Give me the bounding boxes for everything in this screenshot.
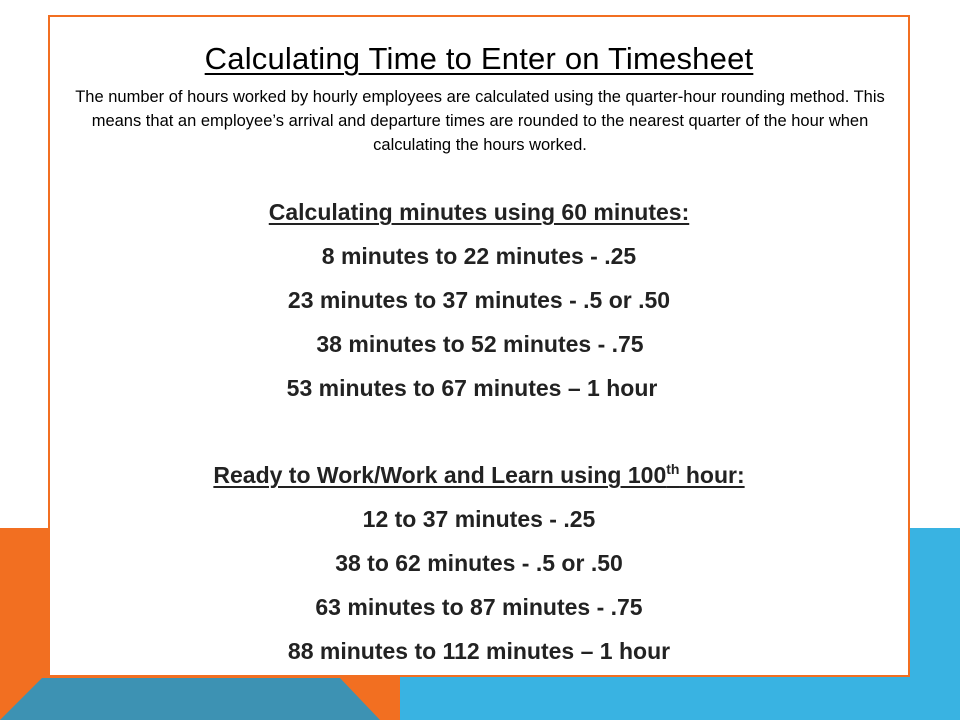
intro-paragraph: The number of hours worked by hourly employees are calculated using the quarter-hour rounding method. This means that an employee’s arrival and departure times are rounded to the nearest quarter of the hour when calculating the hours worked. (75, 88, 885, 154)
rule-line: 88 minutes to 112 minutes – 1 hour (287, 638, 671, 664)
rule-line: 8 minutes to 22 minutes - .25 (321, 243, 637, 269)
section-heading-60-minutes: Calculating minutes using 60 minutes: (268, 199, 690, 225)
section-heading-100th-hour (50, 460, 908, 490)
rule-line: 38 minutes to 52 minutes - .75 (316, 331, 644, 357)
rule-line: 63 minutes to 87 minutes - .75 (315, 594, 643, 620)
rule-line: 53 minutes to 67 minutes – 1 hour (286, 375, 658, 401)
heading-text-pre: Ready to Work/Work and Learn using 100 (213, 462, 667, 488)
rule-line: 12 to 37 minutes - .25 (362, 506, 596, 532)
heading-text-post: hour: (679, 462, 745, 488)
rule-line: 38 to 62 minutes - .5 or .50 (335, 550, 623, 576)
section-100th-hour (50, 460, 908, 673)
section-60-minutes (50, 197, 908, 410)
background-teal-trapezoid (0, 678, 380, 720)
slide-content-card (48, 15, 910, 677)
heading-superscript: th (666, 461, 680, 477)
rule-line: 23 minutes to 37 minutes - .5 or .50 (287, 287, 671, 313)
slide-title: Calculating Time to Enter on Timesheet (204, 41, 754, 76)
